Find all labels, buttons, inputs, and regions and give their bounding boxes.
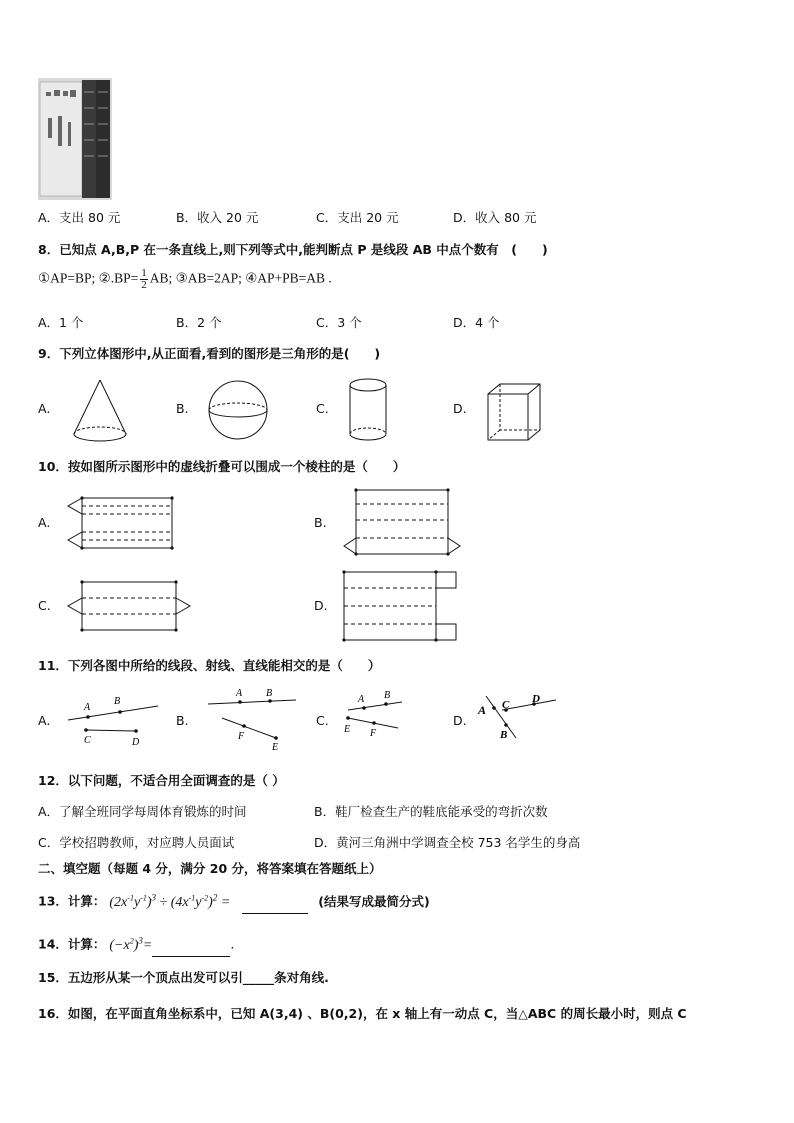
- section-heading: 二、填空题（每题 4 分，满分 20 分，将答案填在答题纸上）: [38, 861, 382, 876]
- lines-figure-c: [340, 686, 420, 746]
- q13-label: 13．计算：: [38, 893, 106, 909]
- q14-period: .: [230, 936, 235, 952]
- fraction-numerator: 1: [141, 267, 147, 279]
- q11-letter-b: B.: [176, 713, 189, 728]
- q10-letter-b: B.: [314, 515, 327, 530]
- q14-row: [38, 929, 234, 957]
- q13-row: [38, 886, 430, 914]
- q13-expression: $(2x^{-1}y^{-1})^3 \div (4x^{-1}y^{-2})^2$ =: [109, 892, 231, 910]
- label-e: E: [272, 742, 279, 753]
- q9-letter-d: D.: [453, 401, 467, 416]
- label-b: B: [500, 729, 508, 741]
- label-a: A: [358, 694, 365, 705]
- q12-option-b: B．鞋厂检查生产的鞋底能承受的弯折次数: [314, 804, 548, 819]
- net-figure-c: [62, 578, 196, 634]
- q10-letter-a: A.: [38, 515, 51, 530]
- q12-option-d: D．黄河三角洲中学调查全校 753 名学生的身高: [314, 835, 581, 850]
- q12-option-a: A．了解全班同学每周体育锻炼的时间: [38, 804, 247, 819]
- q8-option-c: C．3 个: [316, 315, 362, 330]
- lines-figure-a: [64, 690, 164, 750]
- q7-option-a: A．支出 80 元: [38, 210, 121, 225]
- q10-stem: 10．按如图所示图形中的虚线折叠可以围成一个棱柱的是（ ）: [38, 459, 406, 474]
- q8-option-b: B．2 个: [176, 315, 222, 330]
- sphere-figure: [206, 378, 270, 442]
- q8-option-a: A．1 个: [38, 315, 84, 330]
- q14-label: 14．计算：: [38, 936, 106, 952]
- label-b: B: [114, 696, 121, 707]
- q9-letter-a: A.: [38, 401, 51, 416]
- label-f: F: [238, 731, 245, 742]
- q11-letter-c: C.: [316, 713, 329, 728]
- q12-stem: 12．以下问题，不适合用全面调查的是（ ）: [38, 773, 285, 788]
- label-d: D: [132, 737, 140, 748]
- label-f: F: [370, 728, 377, 739]
- q7-option-d: D．收入 80 元: [453, 210, 537, 225]
- q10-letter-d: D.: [314, 598, 328, 613]
- fraction-denominator: 2: [141, 279, 147, 291]
- net-figure-a: [62, 494, 182, 552]
- net-figure-b: [338, 486, 468, 558]
- net-figure-d: [338, 568, 462, 644]
- q15-text: 15．五边形从某一个顶点出发可以引_____条对角线.: [38, 970, 329, 985]
- q9-stem: 9．下列立体图形中,从正面看,看到的图形是三角形的是( ): [38, 346, 381, 361]
- q13-note: (结果写成最简分式): [318, 893, 430, 909]
- q8-option-d: D．4 个: [453, 315, 500, 330]
- q8-stem: 8．已知点 A,B,P 在一条直线上,则下列等式中,能判断点 P 是线段 AB 中点个数有 ( ): [38, 242, 548, 257]
- q9-letter-c: C.: [316, 401, 329, 416]
- q11-letter-a: A.: [38, 713, 51, 728]
- label-c: C: [502, 699, 510, 711]
- q8-statements: [38, 268, 332, 291]
- q7-option-b: B．收入 20 元: [176, 210, 259, 225]
- cuboid-figure: [484, 380, 544, 444]
- label-a: A: [478, 703, 487, 717]
- q14-answer-blank: [152, 934, 230, 957]
- label-b: B: [384, 690, 391, 701]
- lines-figure-d: [474, 688, 560, 746]
- q11-stem: 11．下列各图中所给的线段、射线、直线能相交的是（ ）: [38, 658, 381, 673]
- book-photo: [38, 78, 112, 200]
- label-d: D: [532, 693, 540, 705]
- q14-expression: $(-x^2)^3=$: [109, 935, 153, 953]
- cone-figure: [70, 376, 130, 446]
- q13-answer-blank: [242, 891, 308, 914]
- q8-statement-part1: ①AP=BP; ②.BP=: [38, 270, 139, 286]
- q12-option-c: C．学校招聘教师，对应聘人员面试: [38, 835, 235, 850]
- q8-statement-part2: AB; ③AB=2AP; ④AP+PB=AB .: [149, 270, 332, 286]
- half-fraction: [140, 268, 148, 291]
- label-e: E: [344, 724, 351, 735]
- label-c: C: [84, 735, 91, 746]
- lines-figure-b: [204, 686, 304, 756]
- label-a: A: [84, 702, 91, 713]
- cylinder-figure: [346, 376, 392, 446]
- q9-letter-b: B.: [176, 401, 189, 416]
- q7-option-c: C．支出 20 元: [316, 210, 399, 225]
- q16-text: 16．如图，在平面直角坐标系中，已知 A(3,4) 、B(0,2)，在 x 轴上有一动点 C，当△ABC 的周长最小时，则点 C: [38, 1006, 687, 1021]
- q10-letter-c: C.: [38, 598, 51, 613]
- label-b: B: [266, 688, 273, 699]
- q11-letter-d: D.: [453, 713, 467, 728]
- label-a: A: [236, 688, 243, 699]
